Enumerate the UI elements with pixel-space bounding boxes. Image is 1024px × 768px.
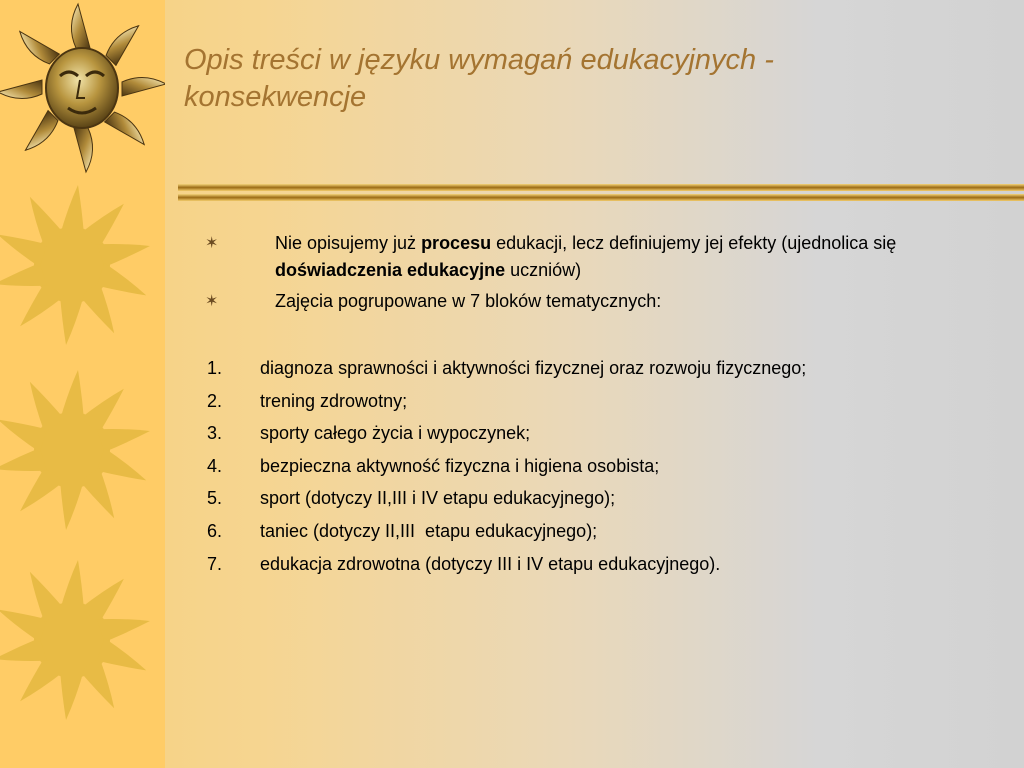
bullet-item: ✶ Zajęcia pogrupowane w 7 bloków tematycznych: bbox=[205, 288, 985, 315]
bullet-star-icon: ✶ bbox=[205, 293, 219, 310]
decorative-left-strip bbox=[0, 0, 165, 768]
slide-title: Opis treści w języku wymagań edukacyjnych - konsekwencje bbox=[184, 44, 774, 113]
list-item: 2. trening zdrowotny; bbox=[207, 390, 408, 411]
sun-icon bbox=[0, 365, 165, 535]
list-item: 7. edukacja zdrowotna (dotyczy III i IV etapu edukacyjnego). bbox=[207, 553, 721, 574]
title-divider bbox=[178, 182, 1024, 204]
sun-face-icon bbox=[0, 0, 165, 175]
bullet-star-icon: ✶ bbox=[205, 235, 219, 252]
list-item: 4. bezpieczna aktywność fizyczna i higiena osobista; bbox=[207, 455, 660, 476]
emphasis-procesu: procesu bbox=[421, 233, 492, 253]
sun-icon bbox=[0, 555, 165, 725]
sun-icon bbox=[0, 180, 165, 350]
thematic-blocks-list bbox=[207, 352, 1007, 580]
bullet-item: ✶ Nie opisujemy już procesu edukacji, lecz definiujemy jej efekty (ujednolica się doświadczenia edukacyjne uczniów) bbox=[205, 230, 985, 284]
list-item: 6. taniec (dotyczy II,III etapu edukacyjnego); bbox=[207, 520, 598, 541]
bullet-list bbox=[205, 230, 985, 319]
list-item: 1. diagnoza sprawności i aktywności fizycznej oraz rozwoju fizycznego; bbox=[207, 358, 807, 378]
list-item: 3. sporty całego życia i wypoczynek; bbox=[207, 423, 531, 444]
emphasis-doswiadczenia: doświadczenia edukacyjne bbox=[275, 260, 506, 280]
list-item: 5. sport (dotyczy II,III i IV etapu edukacyjnego); bbox=[207, 488, 616, 509]
